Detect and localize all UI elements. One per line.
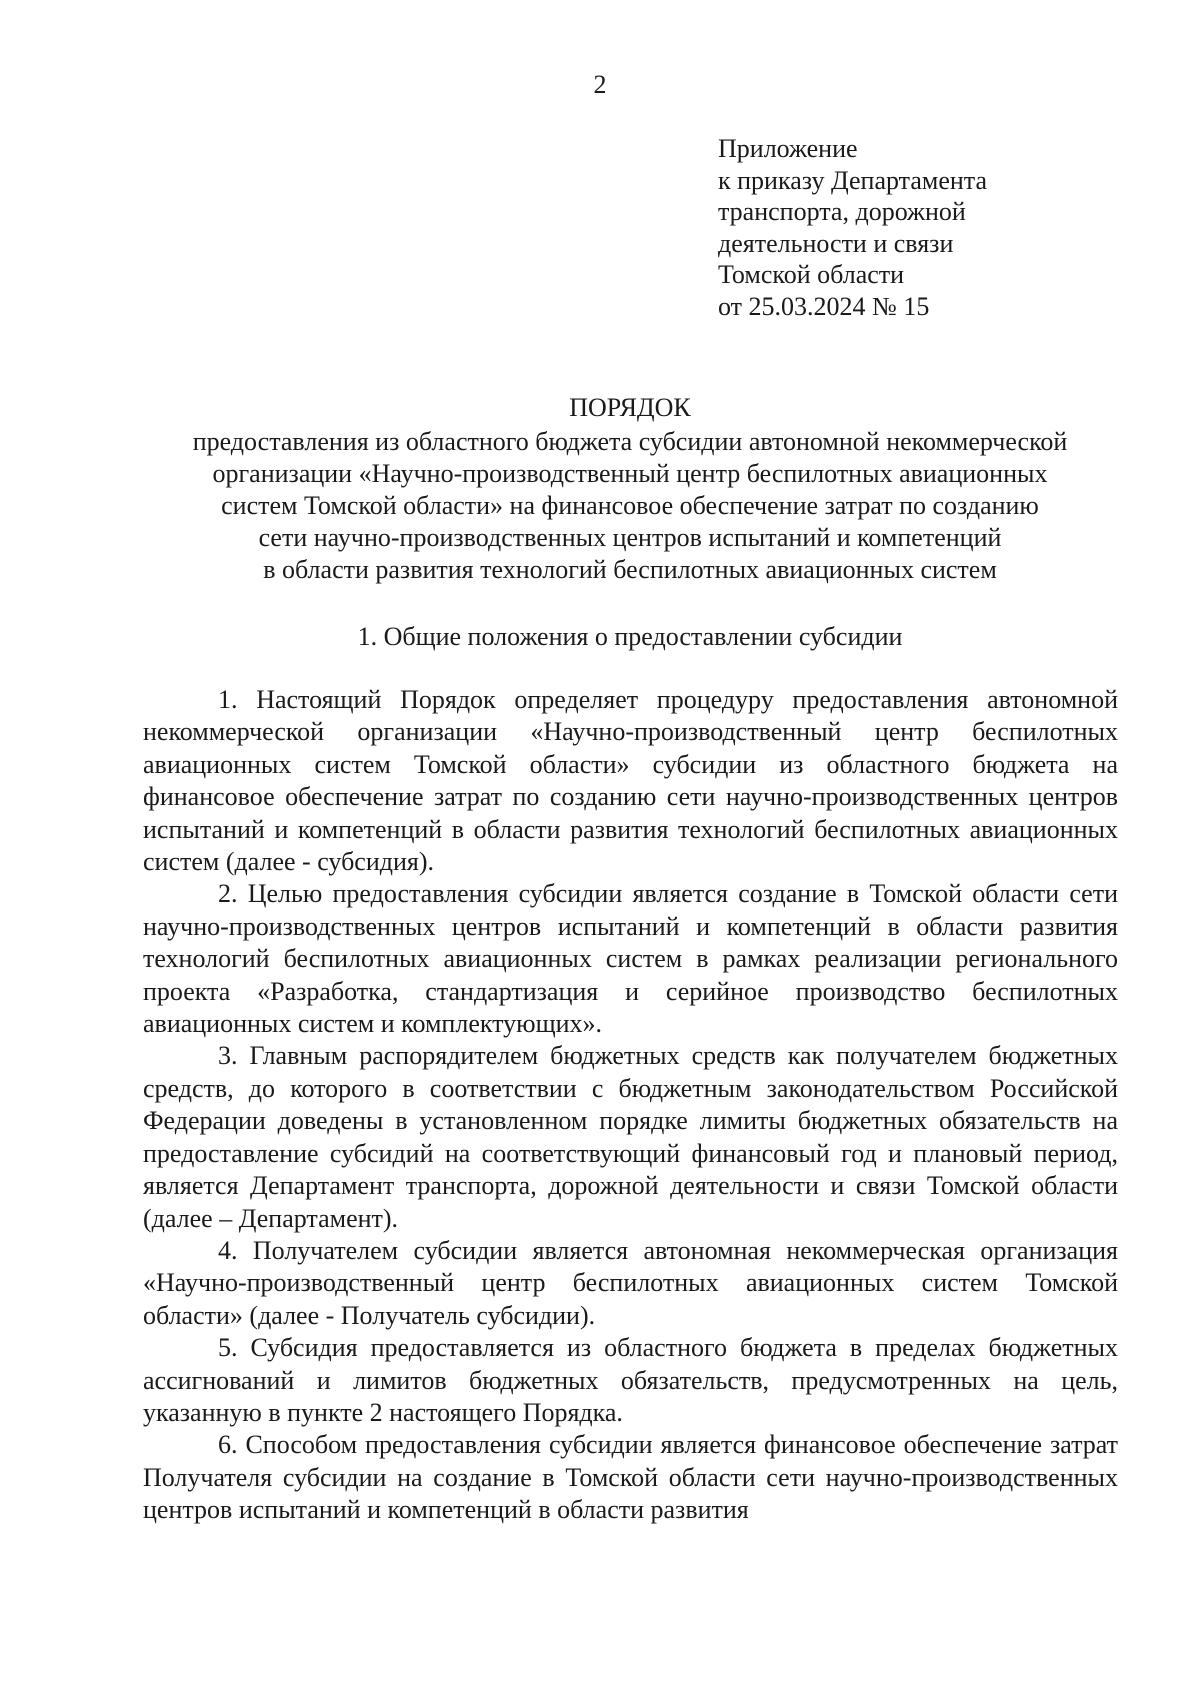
subtitle-line: организации «Научно-производственный центр беспилотных авиационных [212, 459, 1048, 488]
appendix-date-number: от 25.03.2024 № 15 [718, 291, 930, 321]
document-subtitle [140, 426, 1120, 586]
paragraph-5: 5. Субсидия предоставляется из областного бюджета в пределах бюджетных ассигнований и лимитов бюджетных обязательств, предусмотренных на цель, указанную в пункте 2 настоящего Порядка. [143, 1333, 1118, 1427]
document-body [143, 684, 1118, 1527]
appendix-line: Приложение [718, 134, 858, 163]
document-title-block [140, 392, 1120, 586]
page-number: 2 [593, 70, 607, 99]
subtitle-line: систем Томской области» на финансовое обеспечение затрат по созданию [221, 491, 1039, 520]
subtitle-line: в области развития технологий беспилотных авиационных систем [263, 555, 997, 584]
document-title: ПОРЯДОК [569, 393, 691, 422]
appendix-line: деятельности и связи [718, 228, 954, 258]
appendix-note [718, 133, 987, 322]
paragraph-4: 4. Получателем субсидии является автономная некоммерческая организация «Научно-производственный центр беспилотных авиационных систем Томской области» (далее - Получатель субсидии). [143, 1235, 1118, 1330]
section-heading: 1. Общие положения о предоставлении субсидии [357, 622, 903, 651]
paragraph-1: 1. Настоящий Порядок определяет процедуру предоставления автономной некоммерческой организации «Научно-производственный центр беспилотных авиационных систем Томской области» субсидии из областного бюджета на финансовое обеспечение затрат по созданию сети научно-производственных центров испытаний и компетенций в области развития технологий беспилотных авиационных систем (далее - субсидия). [143, 685, 1118, 877]
subtitle-line: предоставления из областного бюджета субсидии автономной некоммерческой [192, 427, 1068, 456]
paragraph-2: 2. Целью предоставления субсидии является создание в Томской области сети научно-производственных центров испытаний и компетенций в области развития технологий беспилотных авиационных систем в рамках реализации регионального проекта «Разработка, стандартизация и серийное производство беспилотных авиационных систем и комплектующих». [143, 879, 1118, 1039]
paragraph-3: 3. Главным распорядителем бюджетных средств как получателем бюджетных средств, до которого в соответствии с бюджетным законодательством Российской Федерации доведены в установленном порядке лимиты бюджетных обязательств на предоставление субсидий на соответствующий финансовый год и плановый период, является Департамент транспорта, дорожной деятельности и связи Томской области (далее – Департамент). [143, 1041, 1118, 1233]
appendix-line: транспорта, дорожной [718, 197, 966, 226]
appendix-line: Томской области [718, 260, 905, 289]
appendix-line: к приказу Департамента [718, 165, 988, 195]
paragraph-6: 6. Способом предоставления субсидии является финансовое обеспечение затрат Получателя субсидии на создание в Томской области сети научно-производственных центров испытаний и компетенций в области развития [143, 1430, 1118, 1525]
subtitle-line: сети научно-производственных центров испытаний и компетенций [258, 523, 1002, 552]
